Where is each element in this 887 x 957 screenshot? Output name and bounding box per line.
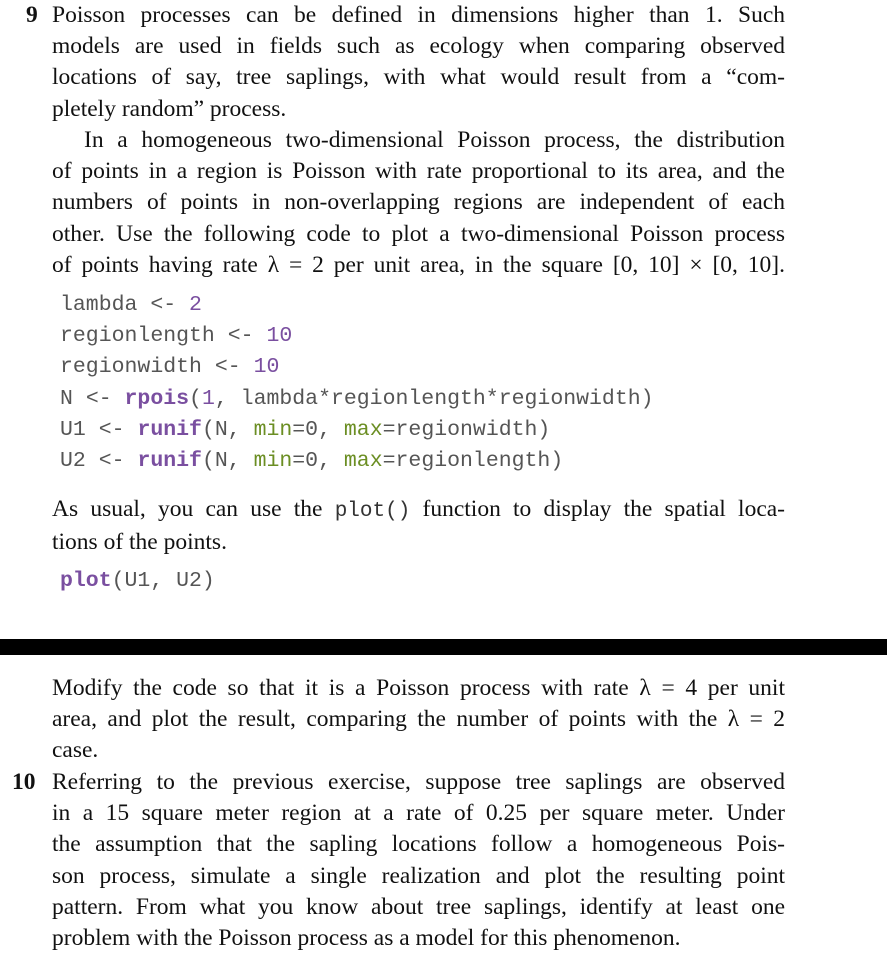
exercise-9-plot-note (52, 494, 785, 558)
text-line: pattern. From what you know about tree saplings, identify at least one (52, 893, 785, 920)
text-line: pletely random” process. (52, 95, 287, 122)
code-var: lambda (60, 293, 138, 317)
text-line: area, and plot the result, comparing the number of points with the λ = 2 (52, 706, 785, 733)
exercise-9-number: 9 (26, 2, 38, 28)
code-var: N (60, 386, 73, 411)
text-line: case. (52, 737, 99, 764)
text-line: As usual, you can use the plot() function to display the spatial loca- (52, 496, 786, 523)
text-line: locations of say, tree saplings, with what would result from a “com- (52, 64, 785, 91)
code-var: regionlength (60, 324, 215, 349)
text-line: of points having rate λ = 2 per unit area, in the square [0, 10] × [0, 10]. (52, 251, 785, 278)
text-line: problem with the Poisson process as a model for this phenomenon. (52, 925, 681, 952)
text-line: Poisson processes can be defined in dimensions higher than 1. Such (52, 2, 785, 28)
exercise-9-task (52, 673, 785, 767)
exercise-10-text (52, 767, 785, 954)
text-line: In a homogeneous two-dimensional Poisson process, the distribution (84, 127, 785, 153)
code-var: regionwidth (60, 355, 202, 380)
code-block: lambda <- 2 regionlength <- 10 regionwidth <- 10 N <- rpois(1, lambda*regionlength*regionwidth) U1 <- runif(N, min=0, max=regionwidth) U2 <- runif(N, min=0, max=regionlength) (60, 293, 654, 474)
text-line: Modify the code so that it is a Poisson process with rate λ = 4 per unit (52, 675, 785, 701)
inline-code: plot() (334, 500, 411, 523)
text-line: of points in a region is Poisson with rate proportional to its area, and the (52, 158, 785, 185)
exercise-9-description (52, 125, 785, 281)
code-op: <- (150, 293, 177, 317)
code-op: <- (227, 324, 254, 349)
code-var: U2 (60, 449, 86, 474)
text-line: tions of the points. (52, 529, 227, 556)
text-line: other. Use the following code to plot a two-dimensional Poisson process (52, 220, 785, 247)
code-arg: min (253, 449, 293, 474)
page-divider (0, 639, 887, 655)
text-line: son process, simulate a single realization and plot the resulting point (52, 862, 785, 889)
code-number: 2 (189, 293, 202, 317)
text-line: in a 15 square meter region at a rate of 0.25 per square meter. Under (52, 800, 785, 827)
code-function: plot (60, 569, 112, 593)
code-arg: max (343, 449, 383, 474)
text-line: the assumption that the sapling locations follow a homogeneous Pois- (52, 831, 785, 858)
text-line: Referring to the previous exercise, suppose tree saplings are observed (52, 769, 785, 795)
text-line: models are used in fields such as ecology when comparing observed (52, 33, 785, 60)
code-number: 10 (253, 355, 280, 380)
code-var: U1 (60, 417, 86, 442)
code-number: 1 (201, 386, 215, 411)
exercise-9-intro (52, 0, 785, 125)
code-op: <- (214, 355, 241, 380)
plot-code: plot(U1, U2) (60, 569, 215, 593)
code-function: runif (137, 417, 202, 442)
code-function: rpois (124, 386, 190, 411)
code-op: <- (98, 417, 125, 442)
code-op: <- (85, 386, 112, 411)
exercise-10-number: 10 (12, 769, 36, 795)
code-arg: min (253, 417, 293, 442)
code-function: runif (137, 449, 202, 474)
code-arg: max (343, 417, 383, 442)
text-line: numbers of points in non-overlapping regions are independent of each (52, 189, 785, 216)
code-op: <- (98, 449, 125, 474)
code-number: 10 (266, 324, 293, 349)
